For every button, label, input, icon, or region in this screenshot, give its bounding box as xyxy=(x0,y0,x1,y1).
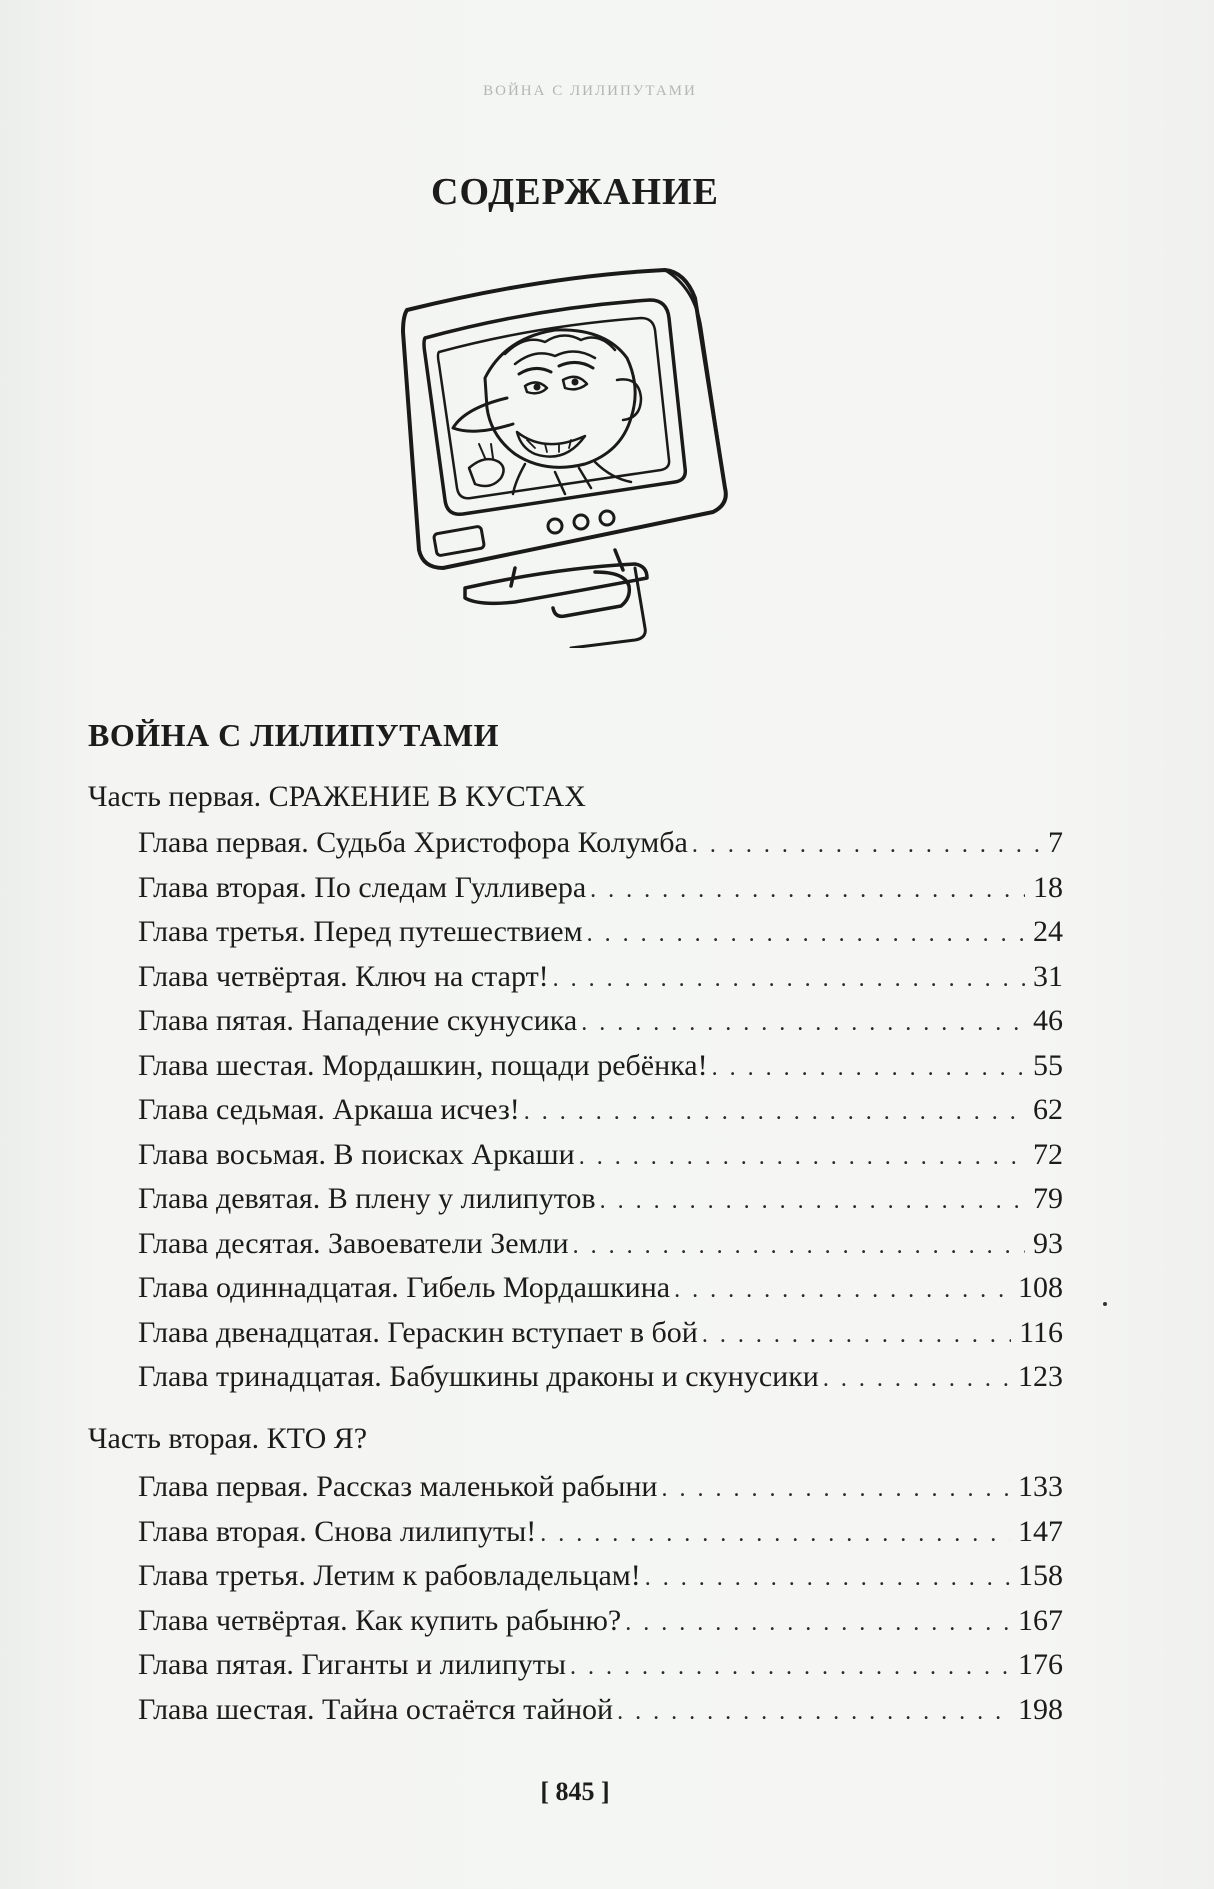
page-number: 147 xyxy=(1018,1514,1063,1548)
dot-leader xyxy=(702,1322,1011,1349)
dot-leader xyxy=(661,1476,1010,1503)
page-number: 79 xyxy=(1033,1182,1063,1215)
toc-entry[interactable] xyxy=(138,1693,1063,1738)
toc-entry[interactable] xyxy=(138,871,1063,916)
toc-entry[interactable] xyxy=(138,826,1063,871)
toc-list-part-2 xyxy=(138,1470,1063,1737)
dot-leader xyxy=(540,1521,1010,1548)
chapter-title: Глава пятая. Гиганты и лилипуты xyxy=(138,1648,567,1681)
toc-entry[interactable] xyxy=(138,1360,1063,1405)
chapter-title: Глава третья. Летим к рабовладельцам! xyxy=(138,1559,641,1592)
toc-entry[interactable] xyxy=(138,1093,1063,1138)
toc-entry[interactable] xyxy=(138,1227,1063,1272)
chapter-title: Глава тринадцатая. Бабушкины драконы и скунусики xyxy=(138,1360,819,1393)
chapter-title: Глава вторая. Снова лилипуты! xyxy=(138,1514,537,1548)
chapter-title: Глава девятая. В плену у лилипутов xyxy=(138,1182,596,1215)
chapter-title: Глава десятая. Завоеватели Земли xyxy=(138,1226,569,1260)
toc-entry[interactable] xyxy=(138,1004,1063,1049)
toc-entry[interactable] xyxy=(138,1559,1063,1604)
dot-leader xyxy=(625,1610,1010,1637)
dot-leader xyxy=(692,832,1040,859)
page-number: 158 xyxy=(1018,1559,1063,1592)
page-number: 108 xyxy=(1018,1271,1063,1304)
chapter-title: Глава четвёртая. Как купить рабыню? xyxy=(138,1603,622,1637)
page-number: 176 xyxy=(1018,1648,1063,1681)
dot-leader xyxy=(581,1010,1025,1037)
dot-leader xyxy=(645,1565,1010,1592)
cartoon-monitor-icon xyxy=(395,268,735,648)
page-number: 116 xyxy=(1019,1315,1063,1349)
dot-leader xyxy=(712,1055,1025,1082)
dot-leader xyxy=(587,921,1025,948)
toc-entry[interactable] xyxy=(138,1049,1063,1094)
chapter-title: Глава пятая. Нападение скунусика xyxy=(138,1004,578,1037)
dot-leader xyxy=(553,966,1025,993)
toc-entry[interactable] xyxy=(138,1470,1063,1515)
dot-leader xyxy=(570,1654,1010,1681)
chapter-title: Глава двенадцатая. Гераскин вступает в бой xyxy=(138,1315,698,1349)
page-number: 72 xyxy=(1033,1137,1063,1171)
toc-entry[interactable] xyxy=(138,1182,1063,1227)
dot-leader xyxy=(674,1277,1010,1304)
chapter-title: Глава первая. Рассказ маленькой рабыни xyxy=(138,1470,658,1503)
toc-entry[interactable] xyxy=(138,960,1063,1005)
page-number: 7 xyxy=(1048,826,1063,859)
chapter-title: Глава четвёртая. Ключ на старт! xyxy=(138,959,549,993)
part-heading-1: Часть первая. СРАЖЕНИЕ В КУСТАХ xyxy=(88,780,586,813)
running-head: ВОЙНА С ЛИЛИПУТАМИ xyxy=(483,83,697,99)
margin-dot xyxy=(1103,1302,1107,1306)
dot-leader xyxy=(823,1366,1010,1393)
dot-leader xyxy=(600,1188,1025,1215)
page-number: 167 xyxy=(1018,1603,1063,1637)
section-title: ВОЙНА С ЛИЛИПУТАМИ xyxy=(88,717,500,753)
chapter-title: Глава одиннадцатая. Гибель Мордашкина xyxy=(138,1271,671,1304)
page-number: 24 xyxy=(1033,915,1063,948)
page-number: 55 xyxy=(1033,1048,1063,1082)
page-number: 46 xyxy=(1033,1004,1063,1037)
page-number: 62 xyxy=(1033,1093,1063,1126)
toc-entry[interactable] xyxy=(138,1648,1063,1693)
page-number: 133 xyxy=(1018,1470,1063,1503)
dot-leader xyxy=(524,1099,1025,1126)
dot-leader xyxy=(573,1233,1025,1260)
chapter-title: Глава первая. Судьба Христофора Колумба xyxy=(138,826,688,859)
page-number: 198 xyxy=(1018,1692,1063,1726)
toc-list-part-1 xyxy=(138,826,1063,1405)
toc-entry[interactable] xyxy=(138,1604,1063,1649)
page-number: 31 xyxy=(1033,959,1063,993)
chapter-title: Глава шестая. Тайна остаётся тайной xyxy=(138,1692,614,1726)
page-number: 18 xyxy=(1033,870,1063,904)
chapter-title: Глава вторая. По следам Гулливера xyxy=(138,870,587,904)
page-folio: [ 845 ] xyxy=(540,1777,610,1806)
page-number: 123 xyxy=(1018,1360,1063,1393)
dot-leader xyxy=(590,877,1025,904)
toc-entry[interactable] xyxy=(138,1138,1063,1183)
chapter-title: Глава восьмая. В поисках Аркаши xyxy=(138,1137,575,1171)
page-title: СОДЕРЖАНИЕ xyxy=(431,171,719,213)
part-heading-2: Часть вторая. КТО Я? xyxy=(88,1422,368,1455)
chapter-title: Глава седьмая. Аркаша исчез! xyxy=(138,1093,520,1126)
toc-entry[interactable] xyxy=(138,1271,1063,1316)
toc-entry[interactable] xyxy=(138,915,1063,960)
toc-entry[interactable] xyxy=(138,1515,1063,1560)
dot-leader xyxy=(579,1144,1025,1171)
dot-leader xyxy=(617,1699,1010,1726)
toc-entry[interactable] xyxy=(138,1316,1063,1361)
chapter-title: Глава третья. Перед путешествием xyxy=(138,915,583,948)
page-number: 93 xyxy=(1033,1226,1063,1260)
chapter-title: Глава шестая. Мордашкин, пощади ребёнка! xyxy=(138,1048,708,1082)
